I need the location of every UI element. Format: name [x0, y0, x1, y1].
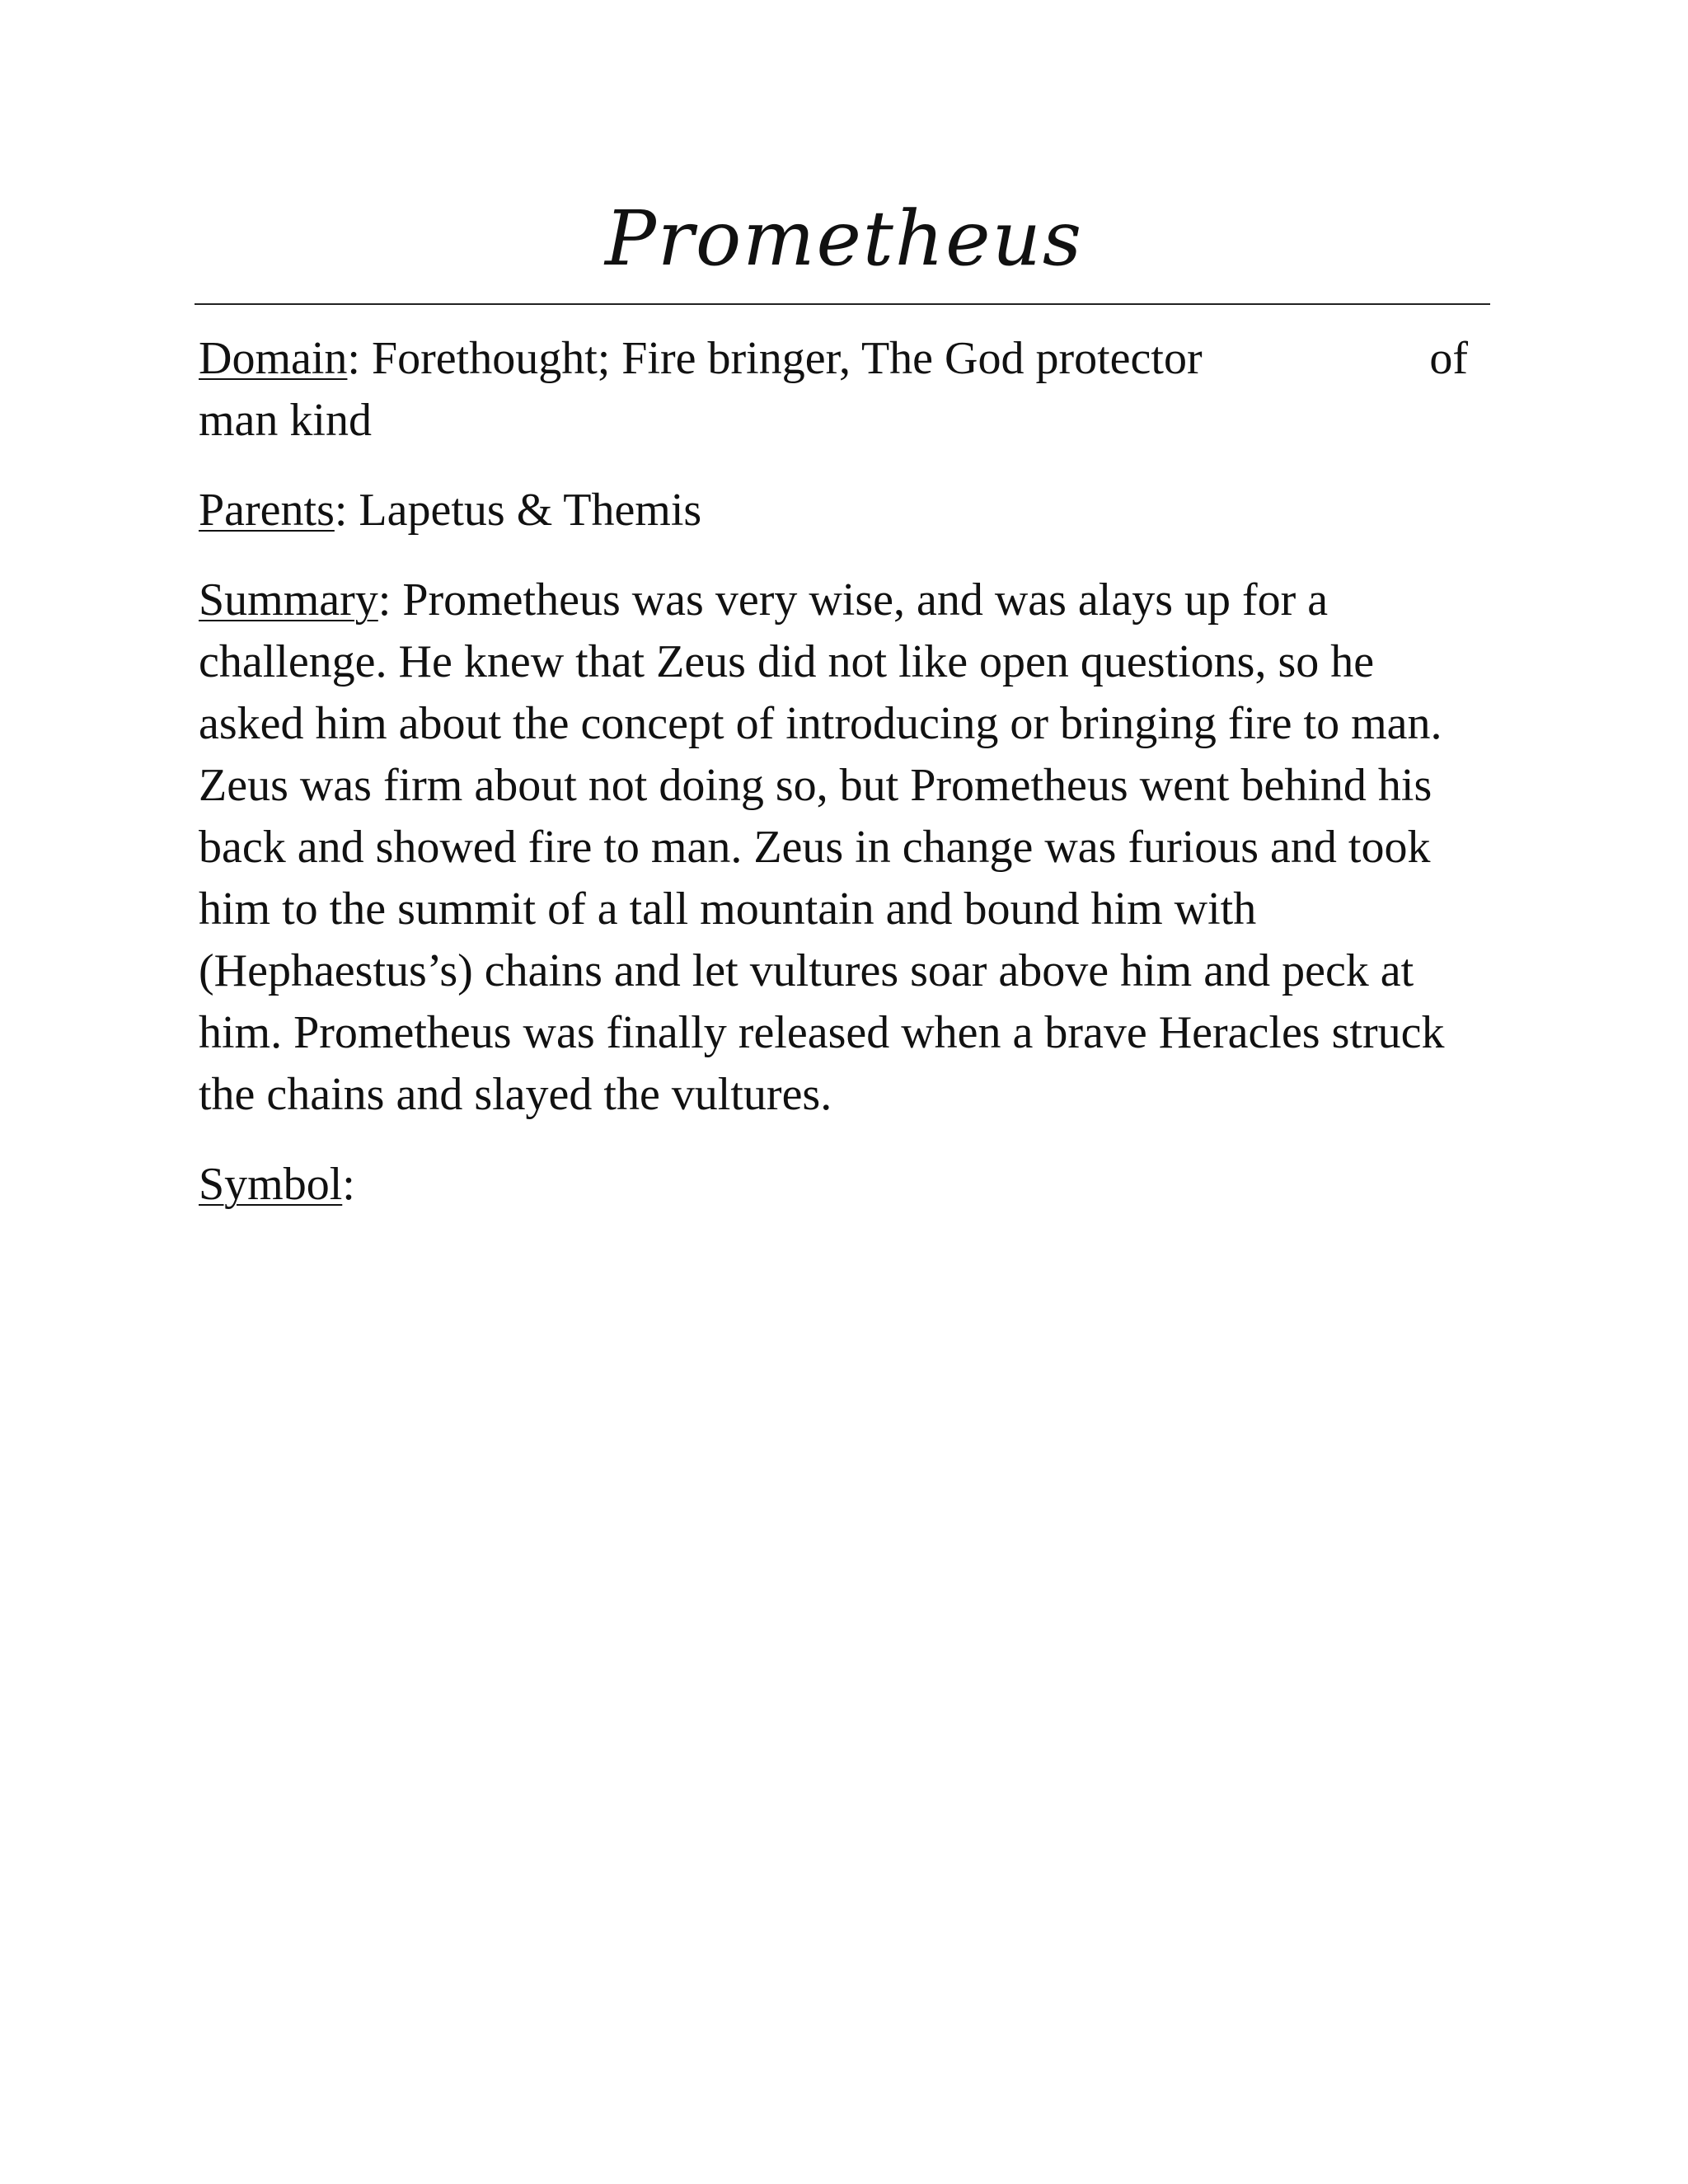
- summary-line: him to the summit of a tall mountain and bound him with: [199, 883, 1257, 935]
- summary-line: back and showed fire to man. Zeus in change was furious and took: [199, 822, 1431, 873]
- domain-value-continued: man kind: [199, 395, 372, 446]
- domain-line-1: [199, 328, 1468, 390]
- page-title: Prometheus: [604, 194, 1084, 283]
- parents-value: Lapetus & Themis: [359, 485, 702, 536]
- parents-label: Parents: [199, 485, 335, 536]
- summary-section: [199, 569, 1468, 1126]
- domain-value-end: of: [1429, 333, 1468, 384]
- parents-section: [199, 480, 1468, 541]
- summary-line: challenge. He knew that Zeus did not like open questions, so he: [199, 636, 1375, 687]
- document-body: [199, 328, 1468, 1244]
- domain-separator: :: [347, 333, 360, 384]
- symbol-label: Symbol: [199, 1159, 343, 1210]
- summary-line: [199, 569, 1468, 631]
- symbol-section: [199, 1154, 1468, 1216]
- summary-line: asked him about the concept of introducing or bringing fire to man.: [199, 698, 1442, 749]
- parents-separator: :: [334, 485, 348, 536]
- summary-text: Prometheus was very wise, and was alays up for a: [402, 574, 1329, 626]
- title-divider: [195, 303, 1490, 305]
- summary-line: him. Prometheus was finally released when a brave Heracles struck: [199, 1007, 1445, 1058]
- domain-label: Domain: [199, 333, 348, 384]
- summary-line: the chains and slayed the vultures.: [199, 1069, 832, 1120]
- summary-separator: :: [377, 574, 392, 626]
- summary-line: Zeus was firm about not doing so, but Prometheus went behind his: [199, 760, 1432, 811]
- summary-line: (Hephaestus’s) chains and let vultures soar above him and peck at: [199, 945, 1414, 996]
- domain-value: Forethought; Fire bringer, The God protector: [371, 333, 1203, 384]
- domain-section: [199, 328, 1468, 452]
- symbol-separator: :: [342, 1159, 355, 1210]
- summary-label: Summary: [199, 574, 378, 626]
